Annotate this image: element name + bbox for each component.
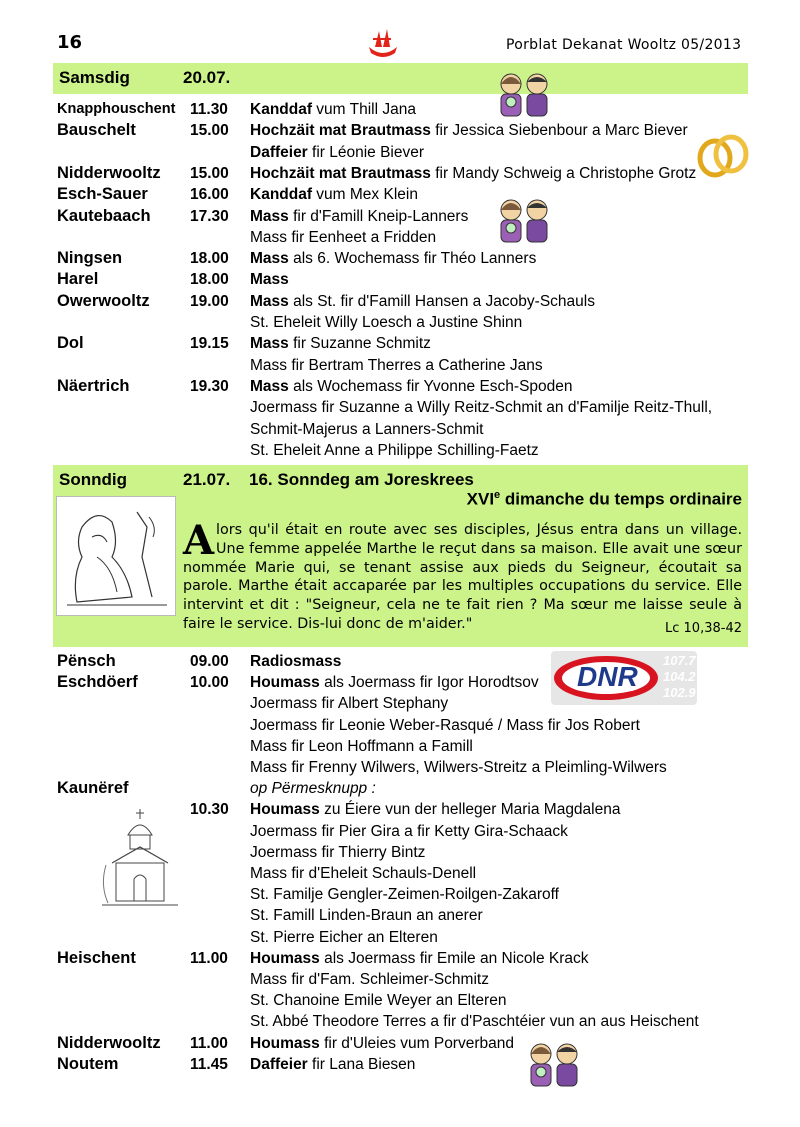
schedule-place: Noutem [57, 1054, 119, 1073]
baptism-couple-icon [491, 196, 557, 246]
sunday-title: 16. Sonndeg am Joreskrees [249, 470, 474, 489]
service-type: Hochzäit mat Brautmass [250, 164, 431, 182]
schedule-place: Esch-Sauer [57, 185, 148, 204]
service-type: Houmass [250, 1034, 320, 1052]
schedule-description [250, 99, 416, 120]
schedule-row [0, 333, 800, 354]
schedule-place: Eschdöerf [57, 673, 138, 692]
schedule-description [250, 672, 539, 693]
schedule-row [0, 1054, 800, 1075]
service-detail: Joermass fir Pier Gira a fir Ketty Gira-Schaack [250, 822, 568, 840]
schedule-description [250, 736, 473, 757]
schedule-row [0, 927, 800, 948]
schedule-description [250, 1054, 415, 1075]
schedule-place: Kaunëref [57, 779, 129, 798]
service-detail: fir Lana Biesen [307, 1055, 416, 1073]
service-detail: als 6. Wochemass fir Théo Lanners [288, 250, 537, 268]
schedule-row [0, 206, 800, 227]
schedule-row [0, 397, 800, 418]
wedding-couple-icon [491, 70, 557, 120]
service-detail: fir d'Famill Kneip-Lanners [288, 207, 469, 225]
schedule-description [250, 1011, 699, 1032]
service-detail: Mass fir d'Fam. Schleimer-Schmitz [250, 971, 489, 988]
service-detail: St. Pierre Eicher an Elteren [250, 928, 438, 946]
service-detail: als Wochemass fir Yvonne Esch-Spoden [288, 377, 573, 395]
schedule-description [250, 397, 712, 418]
schedule-description [250, 248, 536, 269]
service-type: Kanddaf [250, 101, 312, 118]
service-type: Mass [250, 250, 289, 268]
schedule-time: 11.30 [190, 101, 228, 118]
schedule-row [0, 163, 800, 184]
diocese-logo-icon [365, 25, 401, 61]
dnr-frequency-1: 107.7 [663, 653, 696, 668]
service-detail: St. Abbé Theodore Terres a fir d'Paschtéier vun an aus Heischent [250, 1013, 699, 1031]
service-type: Mass [250, 271, 289, 289]
sunday-subtitle: XVIe dimanche du temps ordinaire [466, 489, 742, 509]
schedule-time: 10.00 [190, 674, 229, 692]
schedule-time: 19.30 [190, 377, 229, 395]
service-type: Hochzäit mat Brautmass [250, 122, 431, 140]
schedule-row [0, 715, 800, 736]
service-detail: Mass fir Eenheet a Fridden [250, 228, 437, 246]
schedule-time: 15.00 [190, 164, 229, 182]
schedule-place: Dol [57, 334, 84, 353]
schedule-description [250, 821, 568, 842]
schedule-description [250, 842, 425, 863]
service-type: Kanddaf [250, 186, 312, 204]
schedule-description [250, 291, 595, 312]
schedule-time: 18.00 [190, 271, 229, 289]
schedule-row [0, 948, 800, 969]
schedule-row [0, 969, 800, 990]
schedule-description [250, 312, 522, 333]
baptism-couple-icon-2 [521, 1040, 587, 1090]
schedule-description [250, 440, 539, 461]
schedule-time: 19.15 [190, 335, 229, 353]
service-type: Daffeier [250, 1055, 308, 1073]
schedule-row [0, 142, 800, 163]
service-detail: fir d'Uleies vum Porverband [319, 1034, 514, 1052]
schedule-place: Nidderwooltz [57, 1033, 161, 1052]
service-detail: St. Familje Gengler-Zeimen-Roilgen-Zakaroff [250, 886, 559, 904]
schedule-description [250, 778, 376, 799]
schedule-time: 09.00 [190, 653, 229, 670]
service-detail: Joermass fir Suzanne a Willy Reitz-Schmit an d'Familje Reitz-Thull, [250, 399, 713, 417]
schedule-description [250, 269, 289, 290]
schedule-description [250, 355, 543, 376]
service-type: Mass [250, 292, 289, 310]
dnr-text: DNR [577, 661, 638, 692]
service-detail: Mass fir d'Eheleit Schauls-Denell [250, 865, 477, 882]
service-type: Mass [250, 377, 289, 395]
schedule-row [0, 355, 800, 376]
schedule-place: Owerwooltz [57, 291, 150, 310]
schedule-time: 10.30 [190, 801, 229, 819]
service-detail: als Joermass fir Igor Horodtsov [319, 674, 539, 692]
schedule-description [250, 757, 667, 778]
saturday-header-band [53, 63, 748, 94]
schedule-row [0, 990, 800, 1011]
service-detail: Joermass fir Albert Stephany [250, 695, 449, 713]
service-detail: Mass fir Frenny Wilwers, Wilwers-Streitz a Pleimling-Wilwers [250, 759, 667, 776]
service-detail: Mass fir Leon Hoffmann a Famill [250, 737, 473, 755]
schedule-description [250, 905, 483, 926]
schedule-description [250, 990, 506, 1011]
schedule-description [250, 376, 573, 397]
schedule-description [250, 969, 489, 990]
service-detail: als St. fir d'Famill Hansen a Jacoby-Schauls [288, 292, 595, 310]
schedule-description [250, 927, 438, 948]
sunday-header-band [53, 465, 748, 647]
schedule-row [0, 184, 800, 205]
service-type: Radiosmass [250, 653, 342, 670]
service-type: Houmass [250, 801, 320, 819]
schedule-description [250, 715, 640, 736]
schedule-description [250, 227, 436, 248]
service-detail: fir Mandy Schweig a Christophe Grotz [430, 164, 697, 182]
schedule-time: 16.00 [190, 186, 229, 204]
schedule-row [0, 1011, 800, 1032]
dnr-frequency-2: 104.2 [663, 669, 696, 684]
service-detail: fir Suzanne Schmitz [288, 335, 431, 353]
schedule-place: Harel [57, 270, 99, 289]
schedule-description [250, 142, 424, 163]
schedule-row [0, 778, 800, 799]
schedule-time: 11.45 [190, 1055, 228, 1073]
schedule-place: Ningsen [57, 249, 123, 268]
service-detail: als Joermass fir Emile an Nicole Krack [319, 949, 589, 967]
page-number: 16 [57, 32, 83, 53]
schedule-time: 15.00 [190, 122, 229, 140]
gospel-reference: Lc 10,38-42 [665, 621, 742, 636]
service-detail: St. Eheleit Anne a Philippe Schilling-Faetz [250, 441, 539, 459]
dnr-frequency-3: 102.9 [663, 685, 696, 700]
publication-title: Porblat Dekanat Wooltz 05/2013 [506, 37, 742, 53]
sunday-day: Sonndig [59, 470, 127, 489]
schedule-description [250, 184, 418, 205]
schedule-description [250, 799, 620, 820]
schedule-description [250, 120, 688, 141]
schedule-description [250, 163, 696, 184]
service-detail: fir Léonie Biever [307, 143, 425, 161]
schedule-place: Knapphouschent [57, 101, 176, 117]
service-detail: St. Eheleit Willy Loesch a Justine Shinn [250, 314, 523, 331]
schedule-place: Bauschelt [57, 121, 136, 140]
schedule-row [0, 291, 800, 312]
schedule-place: Nidderwooltz [57, 163, 161, 182]
schedule-description [250, 333, 431, 354]
service-type: Daffeier [250, 143, 308, 161]
schedule-row [0, 99, 800, 120]
schedule-description [250, 206, 468, 227]
schedule-time: 17.30 [190, 207, 229, 225]
location-note: op Përmesknupp : [250, 780, 376, 798]
schedule-row [0, 269, 800, 290]
schedule-time: 18.00 [190, 250, 229, 268]
service-detail: fir Jessica Siebenbour a Marc Biever [430, 122, 688, 140]
schedule-description [250, 693, 448, 714]
saturday-date: 20.07. [183, 68, 231, 87]
service-detail: Schmit-Majerus a Lanners-Schmit [250, 420, 484, 438]
schedule-row [0, 376, 800, 397]
schedule-time: 11.00 [190, 949, 228, 967]
service-detail: Mass fir Bertram Therres a Catherine Jans [250, 356, 543, 374]
schedule-row [0, 757, 800, 778]
gospel-passage: Alors qu'il était en route avec ses disciples, Jésus entra dans un village. Une femme appelée Marthe le reçut dans sa maison. Elle avait une sœur nommée Marie qui, se tenant assise aux pieds du Seigneur, écoutait sa parole. Marthe était accaparée par les multiples occupations du service. Elle intervint et dit : "Seigneur, cela ne te fait rien ? Ma sœur me laisse seule à faire le service. Dis-lui donc de m'aider." [183, 517, 742, 632]
schedule-description [250, 884, 559, 905]
service-type: Mass [250, 335, 289, 353]
schedule-place: Näertrich [57, 376, 130, 395]
schedule-row [0, 248, 800, 269]
chapel-drawing-icon [98, 805, 182, 911]
dnr-radio-logo [551, 651, 697, 705]
sunday-date: 21.07. [183, 470, 231, 489]
schedule-time: 11.00 [190, 1034, 228, 1052]
service-detail: zu Éiere vun der helleger Maria Magdalena [319, 801, 621, 819]
schedule-row [0, 227, 800, 248]
schedule-row [0, 312, 800, 333]
service-type: Houmass [250, 949, 320, 967]
schedule-time: 19.00 [190, 292, 229, 310]
schedule-description [250, 651, 341, 672]
schedule-place: Kautebaach [57, 206, 151, 225]
service-type: Houmass [250, 674, 320, 692]
schedule-row [0, 419, 800, 440]
service-detail: Joermass fir Leonie Weber-Rasqué / Mass fir Jos Robert [250, 716, 640, 734]
schedule-row [0, 736, 800, 757]
schedule-row [0, 440, 800, 461]
schedule-place: Heischent [57, 948, 136, 967]
service-detail: vum Mex Klein [312, 186, 418, 204]
service-type: Mass [250, 207, 289, 225]
martha-mary-illustration [56, 496, 176, 616]
service-detail: St. Chanoine Emile Weyer an Elteren [250, 992, 507, 1010]
saturday-day: Samsdig [59, 68, 130, 87]
schedule-description [250, 948, 589, 969]
service-detail: vum Thill Jana [312, 101, 416, 118]
schedule-row [0, 1033, 800, 1054]
schedule-description [250, 419, 483, 440]
schedule-row [0, 120, 800, 141]
service-detail: St. Famill Linden-Braun an anerer [250, 907, 483, 925]
schedule-description [250, 863, 476, 884]
service-detail: Joermass fir Thierry Bintz [250, 843, 426, 861]
wedding-rings-icon [695, 128, 751, 182]
schedule-description [250, 1033, 514, 1054]
schedule-place: Pënsch [57, 652, 116, 670]
